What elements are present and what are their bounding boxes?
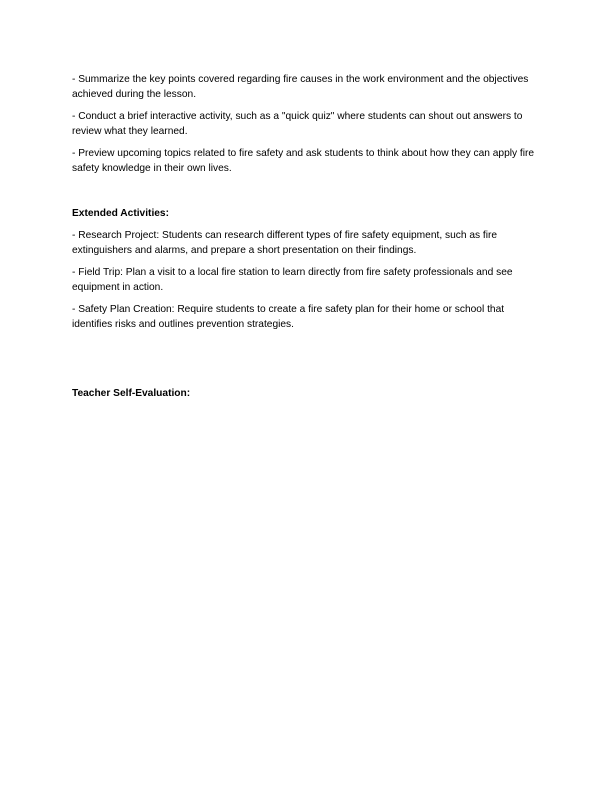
- extended-activity-item: - Safety Plan Creation: Require students to create a fire safety plan for their home or school that identifies risks and outlines prevention strategies.: [72, 304, 505, 330]
- extended-activity-item: - Field Trip: Plan a visit to a local fire station to learn directly from fire safety professionals and see equipment in action.: [72, 267, 513, 293]
- summary-item: - Conduct a brief interactive activity, such as a "quick quiz" where students can shout out answers to review what they learned.: [72, 111, 523, 137]
- extended-activity-item: - Research Project: Students can research different types of fire safety equipment, such as fire extinguishers and alarms, and prepare a short presentation on their findings.: [72, 230, 498, 256]
- teacher-self-evaluation-section: [72, 386, 542, 401]
- summary-section: [72, 72, 542, 176]
- teacher-self-evaluation-heading: Teacher Self-Evaluation:: [72, 388, 191, 399]
- extended-activities-section: [72, 206, 542, 332]
- summary-item: - Summarize the key points covered regarding fire causes in the work environment and the objectives achieved during the lesson.: [72, 74, 529, 100]
- extended-activities-heading: Extended Activities:: [72, 208, 169, 219]
- document-page: [72, 72, 542, 408]
- summary-item: - Preview upcoming topics related to fire safety and ask students to think about how they can apply fire safety knowledge in their own lives.: [72, 148, 535, 174]
